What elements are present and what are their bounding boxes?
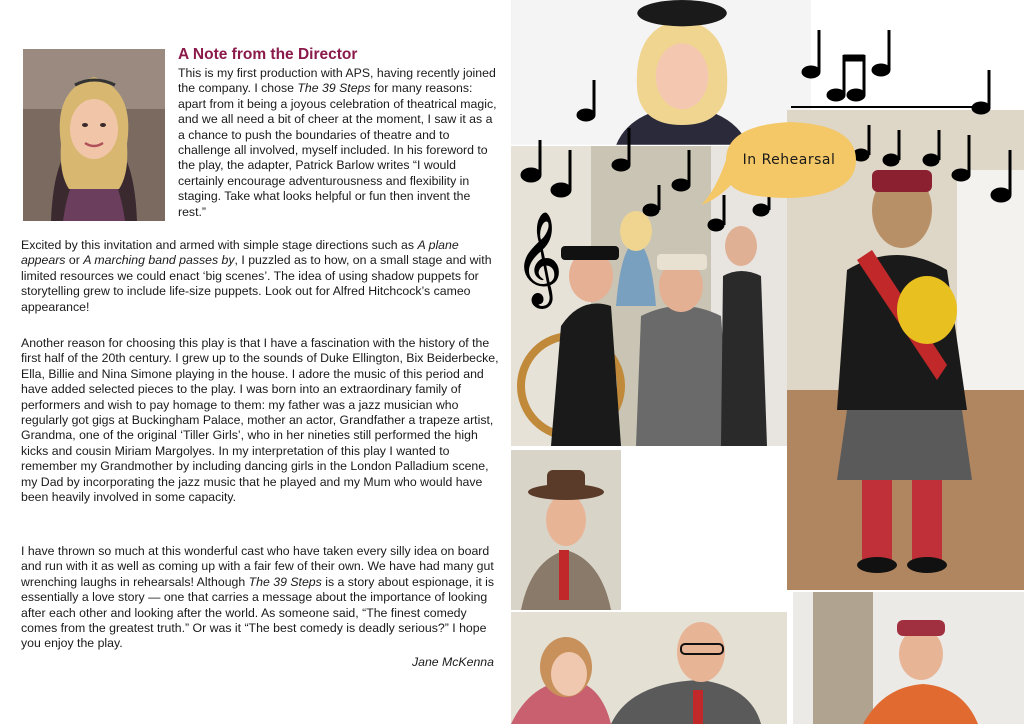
intro-text-2: for many reasons: apart from it being a joyous celebration of theatrical magic, and we all need a bit of cheer at the moment, I saw it as a a chance to push the boundaries of theatre and to challenge all involved, myself included. In his foreword to the play, the adapter, Patrick Barlow writes “I would certainly encourage adventurousness and flexibility in staging. Take what looks helpful or fun then invent the rest.” <box>178 81 497 219</box>
p1-text-3: , I puzzled as to how, on a small stage and with limited resources we could enact ‘big scenes’. The idea of using shadow puppets for storytelling grew to include life-size puppets. Look out for Alfred Hitchcock’s cameo appearance! <box>21 253 492 314</box>
paragraph-stage-directions <box>21 238 501 315</box>
paragraph-cast <box>21 544 501 652</box>
bubble-label: In Rehearsal <box>742 152 836 168</box>
intro-play-title: The 39 Steps <box>297 81 371 96</box>
director-portrait <box>23 49 165 221</box>
p1-direction-1: A plane appears <box>21 238 459 268</box>
music-notes-overlay <box>511 0 1024 724</box>
director-note <box>0 0 510 724</box>
p3-text-2: is a story about espionage, it is essentially a love story — one that carries a message about the importance of looking after each other and looking after the world. As someone said, “The finest comedy comes from the greatest truth.” Or was it “The best comedy is deadly serious?” I hope you enjoy the play. <box>21 574 495 651</box>
p1-text-1: Excited by this invitation and armed with simple stage directions such as <box>21 238 418 252</box>
paragraph-family-history: Another reason for choosing this play is that I have a fascination with the history of the first half of the 20th century. I grew up to the sounds of Duke Ellington, Bix Beiderbecke, Ella, Billie and Nina Simone playing in the house. I adore the music of this period and have added selected pieces to the play. I was born into an extraordinary family of performers and wish to pay homage to them: my father was a jazz musician who regularly got gigs at Buckingham Palace, mother an actor, Grandfather a trapeze artist, Grandma, one of the original ‘Tiller Girls’, who in her nineties still performed the high kicks and cousin Miriam Margolyes. In my interpretation of this play I wanted to remember my Grandmother by including dancing girls in the London Palladium scene, my Dad by incorporating the jazz music that he played and my Mum who would have been heavily involved in some capacity. <box>21 336 499 505</box>
p3-text-1: I have thrown so much at this wonderful cast who have taken every silly idea on board and run with it as well as coming up with a fair few of their own. We have had many gut wrenching laughs in rehearsals! Although <box>21 544 494 589</box>
note-title: A Note from the Director <box>178 46 358 63</box>
director-portrait-image <box>23 49 165 221</box>
signature: Jane McKenna <box>411 655 494 669</box>
rehearsal-collage <box>511 0 1024 724</box>
p1-direction-2: A marching band passes by <box>83 253 235 268</box>
svg-text:𝄞: 𝄞 <box>515 211 563 304</box>
p3-play-title: The 39 Steps <box>248 574 322 589</box>
intro-paragraph <box>178 66 498 220</box>
p1-text-2: or <box>65 253 84 268</box>
intro-text-1: This is my first production with APS, having recently joined the company. I chose <box>178 66 496 96</box>
